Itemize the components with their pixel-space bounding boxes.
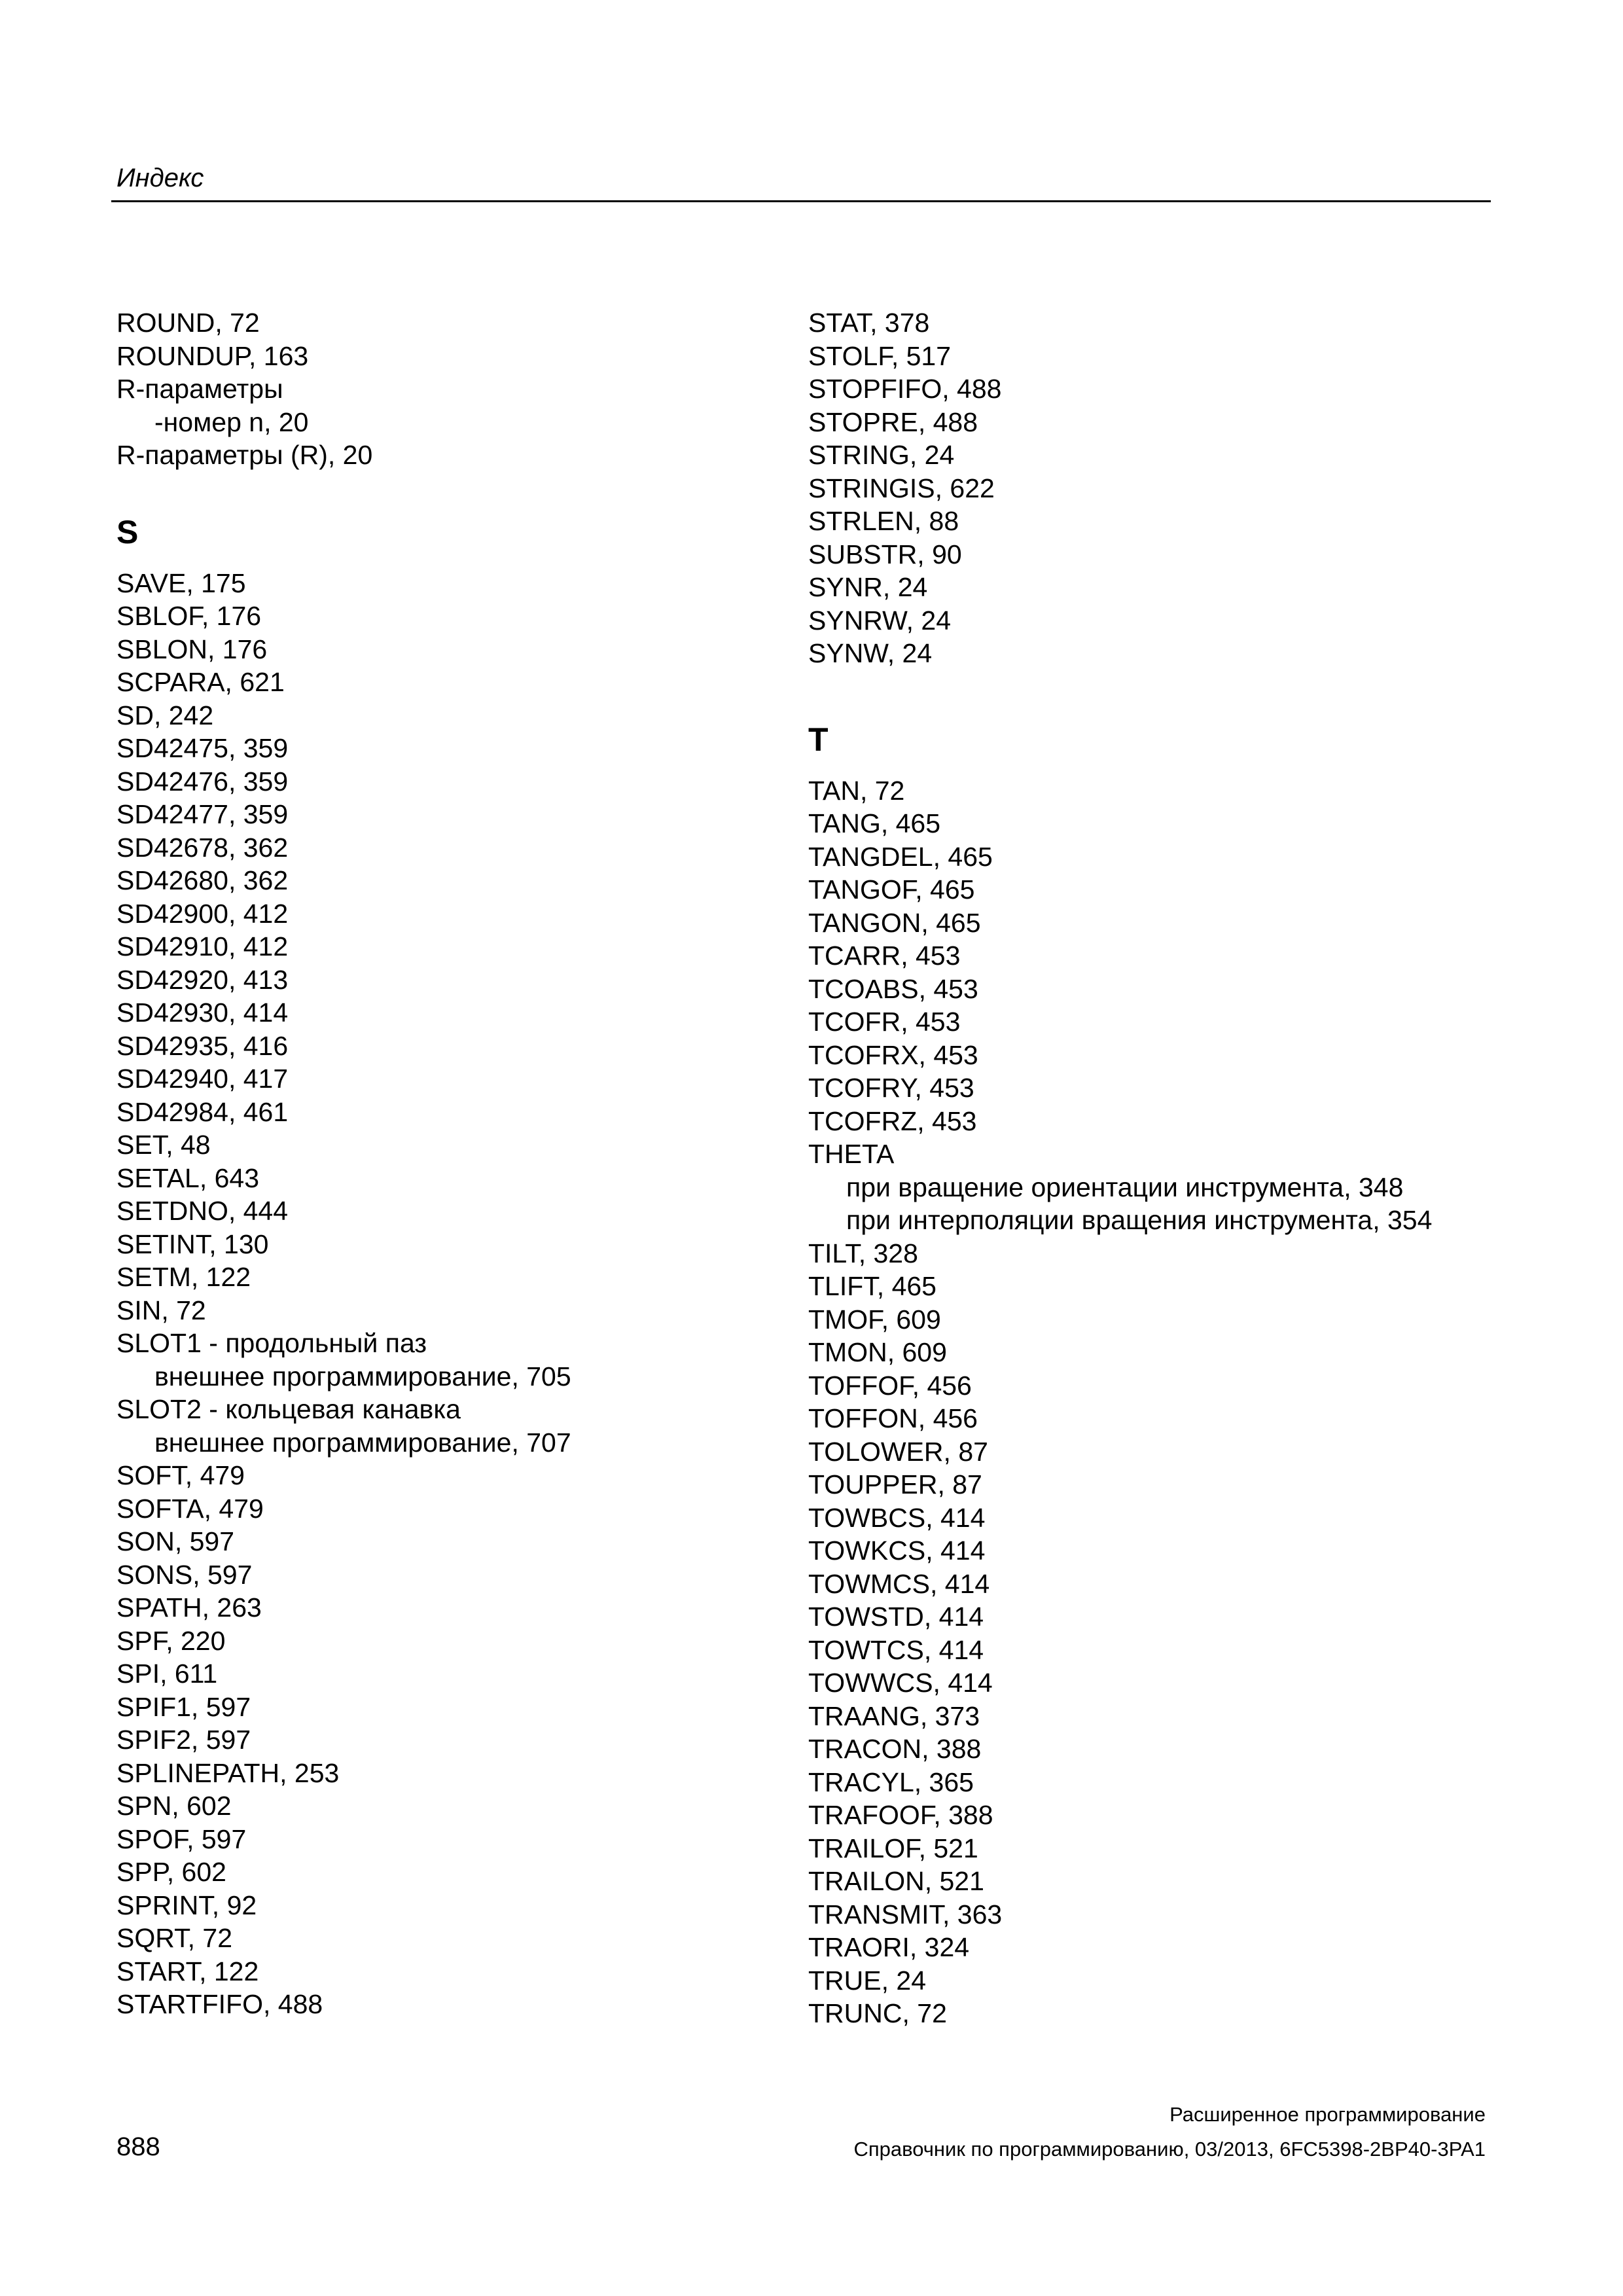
index-entry: SPATH, 263: [116, 1592, 262, 1623]
index-entry: TOWTCS, 414: [808, 1634, 984, 1665]
index-entry: SD42678, 362: [116, 832, 289, 863]
index-entry: START, 122: [116, 1956, 259, 1986]
index-entry: TRAFOOF, 388: [808, 1800, 993, 1830]
index-letter-heading: S: [116, 513, 139, 550]
index-entry: SD42476, 359: [116, 766, 289, 797]
index-entry: STAT, 378: [808, 308, 930, 338]
index-entry: TRAILOF, 521: [808, 1833, 978, 1863]
index-entry: SETM, 122: [116, 1262, 251, 1292]
index-column-left: [116, 306, 784, 2021]
index-entry: STOPFIFO, 488: [808, 374, 1002, 404]
index-entry: TRUNC, 72: [808, 1998, 947, 2028]
index-entry: STOLF, 517: [808, 340, 952, 371]
index-entry: SD42680, 362: [116, 865, 289, 895]
index-entry: SBLON, 176: [116, 634, 268, 664]
index-entry: SD42477, 359: [116, 799, 289, 829]
index-entry: SD, 242: [116, 700, 214, 730]
index-entry: TRUE, 24: [808, 1965, 926, 1996]
index-entry: SPRINT, 92: [116, 1890, 257, 1920]
index-entry: TOUPPER, 87: [808, 1469, 982, 1499]
index-entry: SON, 597: [116, 1526, 235, 1556]
header-divider: [111, 200, 1491, 202]
index-entry: ROUND, 72: [116, 308, 260, 338]
index-subentry: -номер n, 20: [154, 406, 309, 437]
index-entry: SETINT, 130: [116, 1229, 269, 1259]
index-entry: SETDNO, 444: [116, 1196, 289, 1226]
index-entry: TLIFT, 465: [808, 1271, 936, 1301]
index-subentry: при интерполяции вращения инструмента, 354: [846, 1205, 1433, 1235]
index-entry: STOPRE, 488: [808, 406, 978, 437]
index-entry: TANGDEL, 465: [808, 841, 993, 872]
index-entry: TMOF, 609: [808, 1304, 941, 1335]
index-subentry: внешнее программирование, 705: [154, 1361, 571, 1391]
index-entry: SOFTA, 479: [116, 1493, 264, 1524]
index-entry: TOWWCS, 414: [808, 1668, 993, 1698]
index-entry: SOFT, 479: [116, 1460, 245, 1490]
index-entry: SBLOF, 176: [116, 601, 262, 631]
index-subentry: внешнее программирование, 707: [154, 1427, 571, 1458]
index-entry: SQRT, 72: [116, 1923, 232, 1953]
index-entry: TCOFRX, 453: [808, 1039, 978, 1070]
index-entry: TCOFR, 453: [808, 1007, 961, 1037]
footer-book-title: Расширенное программирование: [1169, 2103, 1486, 2126]
index-entry: TCOABS, 453: [808, 973, 978, 1004]
index-entry: SLOT2 - кольцевая канавка: [116, 1394, 461, 1424]
index-entry: TANGON, 465: [808, 907, 981, 938]
index-entry: STARTFIFO, 488: [116, 1989, 323, 2019]
index-entry: TRANSMIT, 363: [808, 1899, 1003, 1929]
index-entry: SYNW, 24: [808, 638, 933, 668]
index-entry: TOWSTD, 414: [808, 1602, 984, 1632]
index-entry: TCOFRY, 453: [808, 1073, 974, 1103]
index-entry: SYNR, 24: [808, 572, 928, 602]
index-entry: SPP, 602: [116, 1857, 226, 1887]
index-entry: STRINGIS, 622: [808, 473, 995, 503]
index-entry: SET, 48: [116, 1130, 211, 1160]
index-entry: SD42900, 412: [116, 898, 289, 929]
index-entry: SPIF2, 597: [116, 1725, 251, 1755]
index-entry: SAVE, 175: [116, 567, 246, 598]
running-header: Индекс: [116, 164, 204, 192]
index-entry: SD42940, 417: [116, 1064, 289, 1094]
index-entry: TRACYL, 365: [808, 1767, 974, 1797]
index-entry: SD42984, 461: [116, 1096, 289, 1127]
index-entry: SPOF, 597: [116, 1823, 247, 1854]
index-entry: TRAANG, 373: [808, 1700, 980, 1731]
index-entry: TOFFOF, 456: [808, 1370, 972, 1401]
index-entry: SPN, 602: [116, 1791, 232, 1821]
index-entry: TCARR, 453: [808, 941, 961, 971]
index-entry: SD42935, 416: [116, 1030, 289, 1061]
index-entry: SD42475, 359: [116, 733, 289, 763]
index-entry: TANG, 465: [808, 808, 941, 838]
index-entry: TRACON, 388: [808, 1734, 982, 1764]
footer-book-reference: Справочник по программированию, 03/2013, 6FC5398-2BP40-3PA1: [853, 2138, 1486, 2161]
index-entry: THETA: [808, 1139, 895, 1169]
index-entry: R-параметры (R), 20: [116, 440, 373, 470]
index-column-right: [808, 306, 1489, 2030]
index-entry: TOWKCS, 414: [808, 1535, 986, 1566]
index-entry: SUBSTR, 90: [808, 539, 962, 569]
index-entry: SD42910, 412: [116, 931, 289, 961]
index-entry: SPF, 220: [116, 1625, 226, 1656]
index-entry: TOLOWER, 87: [808, 1436, 988, 1467]
index-entry: STRING, 24: [808, 440, 955, 470]
index-entry: SPI, 611: [116, 1659, 218, 1689]
index-entry: TOWMCS, 414: [808, 1568, 990, 1599]
index-entry: TRAORI, 324: [808, 1932, 970, 1962]
index-entry: TANGOF, 465: [808, 874, 975, 905]
index-letter-heading: T: [808, 721, 829, 758]
index-subentry: при вращение ориентации инструмента, 348: [846, 1172, 1404, 1202]
page-number: 888: [116, 2132, 160, 2161]
index-entry: SCPARA, 621: [116, 667, 285, 697]
index-entry: TMON, 609: [808, 1337, 947, 1367]
index-entry: SIN, 72: [116, 1295, 206, 1325]
index-entry: SONS, 597: [116, 1559, 253, 1590]
index-entry: SLOT1 - продольный паз: [116, 1328, 427, 1358]
index-entry: R-параметры: [116, 374, 283, 404]
index-entry: SYNRW, 24: [808, 605, 951, 636]
index-entry: SD42930, 414: [116, 997, 289, 1028]
index-entry: SD42920, 413: [116, 964, 289, 995]
index-entry: ROUNDUP, 163: [116, 340, 309, 371]
index-entry: SETAL, 643: [116, 1162, 260, 1193]
index-entry: TILT, 328: [808, 1238, 918, 1268]
index-entry: TRAILON, 521: [808, 1866, 984, 1896]
index-entry: TAN, 72: [808, 775, 905, 806]
index-entry: STRLEN, 88: [808, 506, 959, 536]
index-entry: TOWBCS, 414: [808, 1502, 986, 1533]
index-entry: TOFFON, 456: [808, 1403, 978, 1433]
index-entry: SPLINEPATH, 253: [116, 1757, 340, 1788]
index-entry: SPIF1, 597: [116, 1691, 251, 1722]
index-entry: TCOFRZ, 453: [808, 1105, 977, 1136]
